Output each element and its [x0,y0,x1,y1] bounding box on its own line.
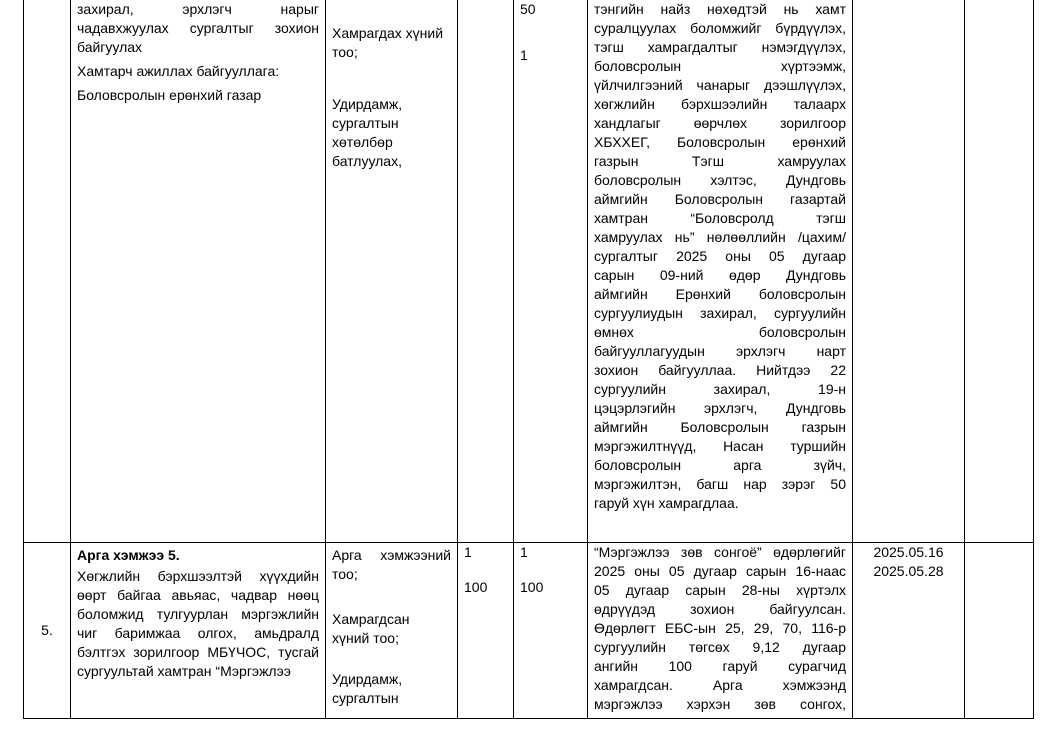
report-line: цэцэрлэгийн эрхлэгч, Дундговь [594,400,846,416]
report-line: 05 дугаар сарын 28-ны хүртэлх [594,582,846,598]
dates-cell [853,0,965,543]
report-line: сарын 09-ний өдөр Дундговь [594,267,846,283]
activity-line: байгуулах [77,39,143,55]
report-line: үйлчилгээний чанарыг дээшлүүлэх, [594,77,846,93]
report-line: гаруй хүн хамрагдлаа. [594,495,739,511]
activity-cell [71,543,326,719]
activity-line: сургуультай хамтран “Мэргэжлээ [77,663,291,679]
report-line: аймгийн Боловсролын газартай [594,191,846,207]
target-cell [514,0,588,543]
activity-cell [71,0,326,543]
report-line: суралцуулах боломжийг бүрдүүлэх, [594,20,846,36]
indicator-cell [326,543,458,719]
dates-cell [853,543,965,719]
baseline-cell [458,0,514,543]
table-row [24,543,1034,719]
report-line: зохион байгууллаа. Нийтдээ 22 [594,362,846,378]
report-line: мэргэжилтэн, багш нар зэрэг 50 [594,476,846,492]
indicator-text: Арга хэмжээний [332,547,451,563]
report-line: 2025 оны 05 дугаар сарын 16-наас [594,563,846,579]
report-line: байгууллагуудын эрхлэгч нарт [594,343,846,359]
report-line: сургуулиудын захирал, сургуулийн [594,305,846,321]
report-line: мэргэжлээ хэрхэн зөв сонгох, [594,696,846,712]
indicator-text: Удирдамж, сургалтын хөтөлбөр батлуулах, [332,96,403,169]
activity-line: чадавхжуулах сургалтыг зохион [77,20,319,36]
date-end: 2025.05.28 [873,563,944,579]
indicator-text: Хамрагдсан [332,611,410,627]
report-cell [588,543,853,719]
row-number: 5. [41,622,53,638]
target-value: 50 [520,1,536,17]
report-line: сургуулийн захирал, 19-н [594,381,846,397]
baseline-value: 1 [464,544,472,560]
notes-cell [965,0,1034,543]
report-line: газрын Тэгш хамруулах [594,153,846,169]
target-value: 1 [520,47,528,63]
activity-line: өөрт байгаа авьяас, чадвар нөөц [77,587,319,603]
table-row [24,0,1034,543]
report-line: Өдөрлөгт ЕБС-ын 25, 29, 70, 116-р [594,620,846,636]
activity-line: бэлтгэх зорилгоор МБҮЧОС, тусгай [77,644,319,660]
report-line: өмнөх боловсролын [594,324,846,340]
partner-label: Хамтарч ажиллах байгууллага: [77,63,280,79]
indicator-cell [326,0,458,543]
baseline-value: 100 [464,579,488,595]
activity-line: Хөгжлийн бэрхшээлтэй хүүхдийн [77,568,319,584]
activity-line: чиг баримжаа олгох, амьдралд [77,625,319,641]
report-line: тэгш хамрагдалтыг нэмэгдүүлэх, [594,39,846,55]
indicator-text: Хамрагдах хүний тоо; [332,25,444,60]
activity-line: захирал, эрхлэгч нарыг [77,1,319,17]
indicator-text: Удирдамж, [332,671,403,687]
report-line: сургалтыг 2025 оны 05 дугаар [594,248,846,264]
partner-value: Боловсролын ерөнхий газар [77,87,262,103]
report-line: боловсролын хүртээмж, [594,58,846,74]
target-cell [514,543,588,719]
report-line: ХБХХЕГ, Боловсролын ерөнхий [594,134,846,150]
report-line: тэнгийн найз нөхөдтэй нь хамт [594,1,846,17]
report-line: боловсролын хэлтэс, Дундговь [594,172,846,188]
indicator-text: сургалтын [332,690,399,706]
indicator-text: хүний тоо; [332,630,399,646]
report-line: мэргэжилтнүүд, Насан туршийн [594,438,846,454]
plan-report-table [23,0,1034,719]
report-line: аймгийн Боловсролын газрын [594,419,846,435]
target-value: 100 [520,579,544,595]
report-line: хамтран “Боловсролд тэгш [594,210,846,226]
report-line: хөгжлийн бэрхшээлийн талаарх [594,96,846,112]
report-line: сургуулийн төгсөх 9,12 дугаар [594,639,846,655]
report-cell [588,0,853,543]
row-number-cell [24,0,71,543]
report-line: ангийн 100 гаруй сурагчид [594,658,846,674]
indicator-text: тоо; [332,566,358,582]
report-line: боловсролын арга зүйч, [594,457,846,473]
report-line: хандлагыг өөрчлөх зорилгоор [594,115,846,131]
target-value: 1 [520,544,528,560]
report-line: хамруулах нь” нөлөөллийн /цахим/ [594,229,846,245]
report-line: өдрүүдэд зохион байгуулсан. [594,601,846,617]
report-line: “Мэргэжлээ зөв сонгоё” өдөрлөгийг [594,544,846,560]
notes-cell [965,543,1034,719]
date-start: 2025.05.16 [873,544,944,560]
activity-title: Арга хэмжээ 5. [77,547,180,563]
row-number-cell [24,543,71,719]
baseline-cell [458,543,514,719]
activity-line: боломжид тулгуурлан мэргэжлийн [77,606,319,622]
report-line: хамрагдсан. Арга хэмжээнд [594,677,846,693]
report-line: аймгийн Ерөнхий боловсролын [594,286,846,302]
